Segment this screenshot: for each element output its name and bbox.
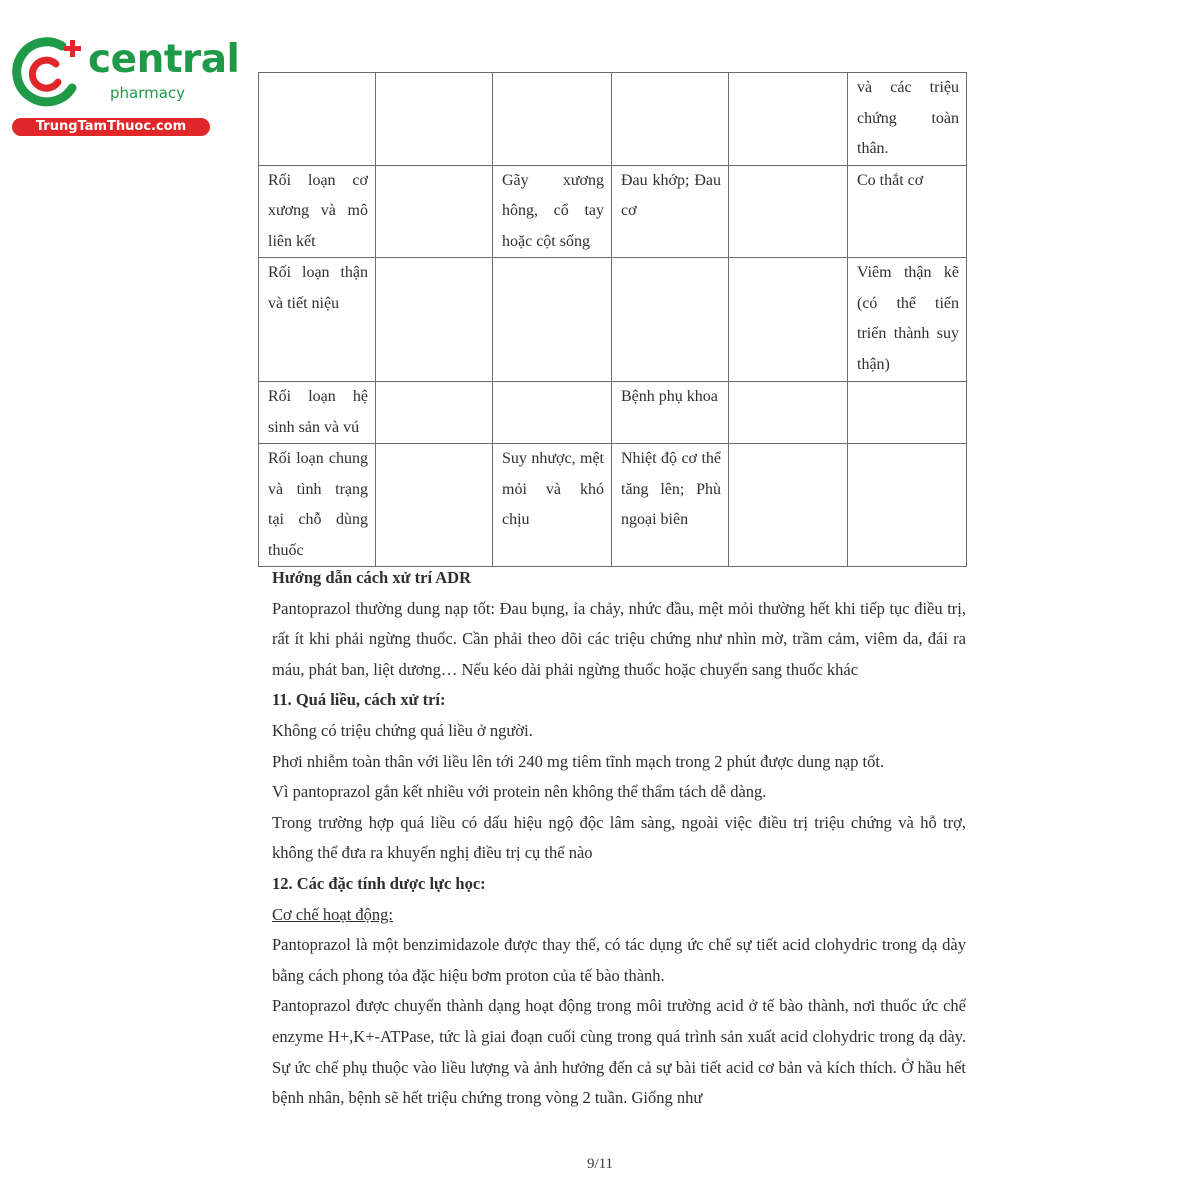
central-pharmacy-logo-icon (10, 36, 90, 108)
table-row (259, 444, 967, 567)
adr-heading: Hướng dẫn cách xử trí ADR (272, 568, 471, 587)
adr-paragraph: Pantoprazol thường dung nạp tốt: Đau bụng, ỉa chảy, nhức đầu, mệt mỏi thường hết khi tiếp tục điều trị, rất ít khi phải ngừng thuốc. Cần phải theo dõi các triệu chứng như nhìn mờ, trầm cảm, viêm da, đái ra máu, phát ban, liệt dương… Nếu kéo dài phải ngừng thuốc hoặc chuyển sang thuốc khác (272, 598, 966, 679)
table-cell (729, 444, 848, 567)
table-cell (848, 382, 967, 444)
pharmacy-logo (10, 36, 240, 136)
table-cell (259, 73, 376, 166)
section-12-paragraph: Pantoprazol được chuyển thành dạng hoạt động trong môi trường acid ở tế bào thành, nơi thuốc ức chế enzyme H+,K+-ATPase, tức là giai đoạn cuối cùng trong quá trình sản xuất acid clohydric trong dạ dày. Sự ức chế phụ thuộc vào liều lượng và ảnh hưởng đến cả sự bài tiết acid cơ bản và kích thích. Ở hầu hết bệnh nhân, bệnh sẽ hết triệu chứng trong vòng 2 tuần. Giống như (272, 996, 966, 1108)
table-cell: và các triệu chứng toàn thân. (848, 73, 967, 166)
table-cell: Viêm thận kẽ (có thể tiến triển thành suy thận) (848, 258, 967, 382)
table-cell (729, 258, 848, 382)
table-cell (729, 165, 848, 258)
table-cell (376, 382, 493, 444)
table-cell (612, 258, 729, 382)
logo-url-banner: TrungTamThuoc.com (12, 118, 210, 136)
section-12-subheading: Cơ chế hoạt động: (272, 904, 393, 924)
table-cell: Gãy xương hông, cổ tay hoặc cột sống (493, 165, 612, 258)
table-row (259, 382, 967, 444)
logo-wordmark: central (88, 37, 240, 82)
section-11-heading: 11. Quá liều, cách xử trí: (272, 690, 446, 710)
section-11-paragraph: Vì pantoprazol gắn kết nhiều với protein nên không thể thẩm tách dễ dàng. (272, 782, 767, 802)
table-cell: Đau khớp; Đau cơ (612, 165, 729, 258)
section-11-paragraph: Không có triệu chứng quá liều ở người. (272, 720, 533, 740)
table-cell (493, 73, 612, 166)
table-cell: Rối loạn thận và tiết niệu (259, 258, 376, 382)
table-cell: Nhiệt độ cơ thể tăng lên; Phù ngoại biên (612, 444, 729, 567)
section-12-paragraph: Pantoprazol là một benzimidazole được thay thế, có tác dụng ức chế sự tiết acid clohydric trong dạ dày bằng cách phong tỏa đặc hiệu bơm proton của tế bào thành. (272, 935, 966, 985)
table-cell: Bệnh phụ khoa (612, 382, 729, 444)
table-cell (376, 258, 493, 382)
page-number: 9/11 (586, 1156, 614, 1172)
table-cell: Suy nhược, mệt mỏi và khó chịu (493, 444, 612, 567)
table-cell (612, 73, 729, 166)
table-cell: Rối loạn hệ sinh sản và vú (259, 382, 376, 444)
table-cell: Co thắt cơ (848, 165, 967, 258)
table-cell (376, 444, 493, 567)
table-cell: Rối loạn cơ xương và mô liên kết (259, 165, 376, 258)
table-cell (729, 73, 848, 166)
table-cell (729, 382, 848, 444)
logo-subtitle: pharmacy (110, 84, 186, 102)
table-cell (493, 258, 612, 382)
table-cell: Rối loạn chung và tình trạng tại chỗ dùng thuốc (259, 444, 376, 567)
table-cell (376, 165, 493, 258)
table-row (259, 165, 967, 258)
section-11-paragraph: Trong trường hợp quá liều có dấu hiệu ngộ độc lâm sàng, ngoài việc điều trị triệu chứng và hỗ trợ, không thể đưa ra khuyến nghị điều trị cụ thể nào (272, 812, 966, 863)
table-cell (376, 73, 493, 166)
table-cell (493, 382, 612, 444)
table-row (259, 258, 967, 382)
adr-table (258, 72, 967, 567)
section-11-paragraph: Phơi nhiễm toàn thân với liều lên tới 240 mg tiêm tĩnh mạch trong 2 phút được dung nạp tốt. (272, 751, 885, 771)
table-cell (848, 444, 967, 567)
document-body (272, 563, 966, 1114)
table-row (259, 73, 967, 166)
section-12-heading: 12. Các đặc tính dược lực học: (272, 873, 486, 893)
